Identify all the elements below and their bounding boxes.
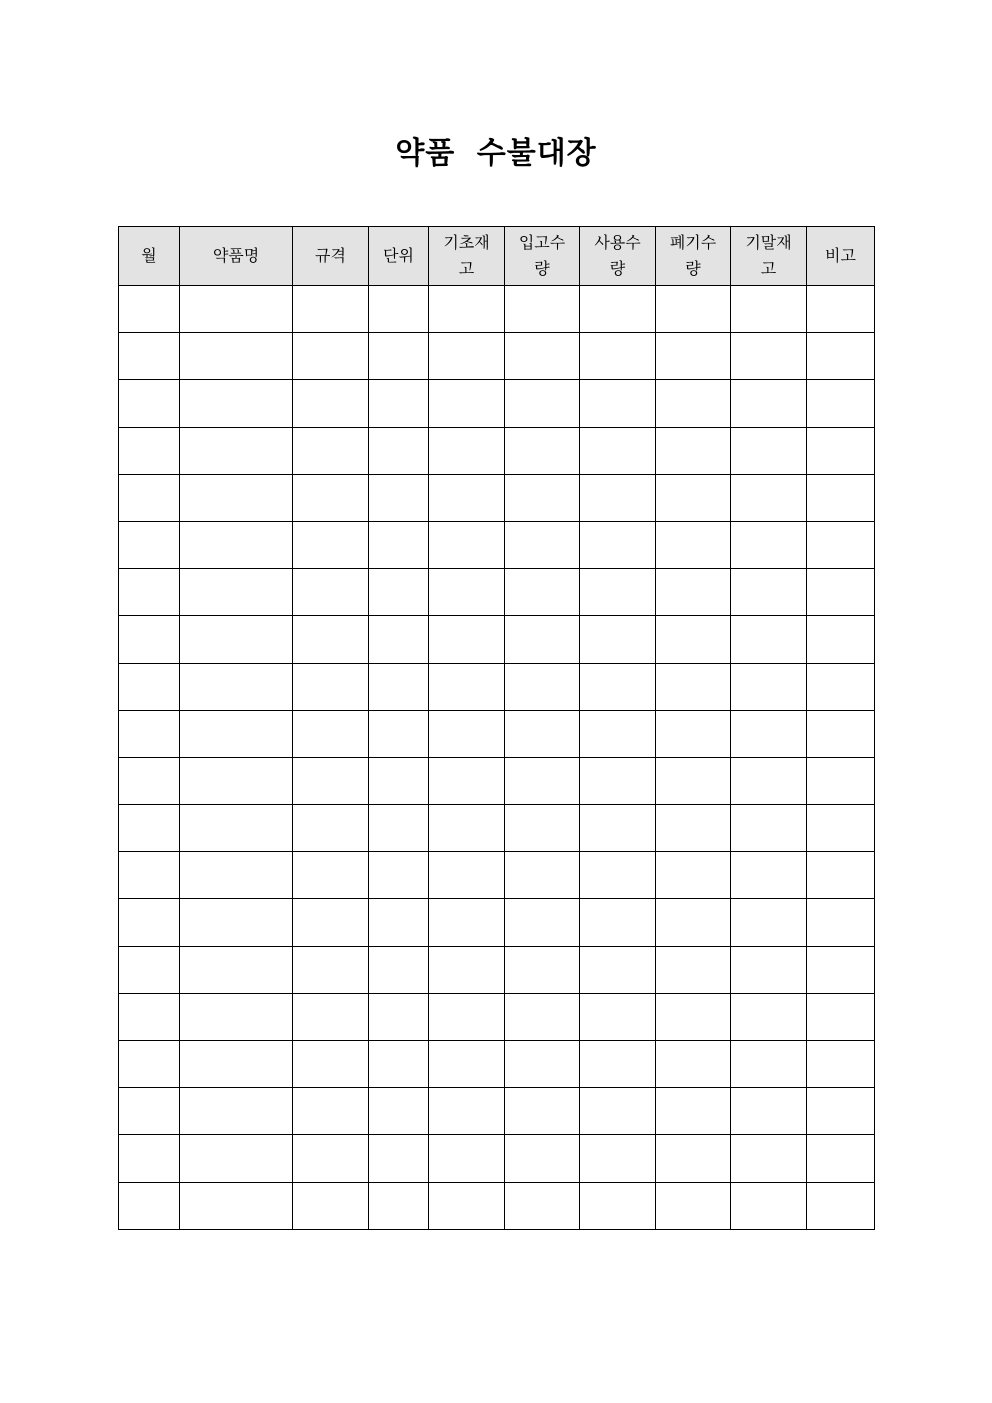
table-cell[interactable] bbox=[293, 710, 369, 757]
table-cell[interactable] bbox=[656, 1041, 731, 1088]
table-cell[interactable] bbox=[429, 1088, 505, 1135]
table-row bbox=[119, 427, 875, 474]
table-cell[interactable] bbox=[505, 663, 580, 710]
table-cell[interactable] bbox=[429, 757, 505, 804]
table-cell[interactable] bbox=[731, 663, 807, 710]
table-row bbox=[119, 993, 875, 1040]
table-cell[interactable] bbox=[369, 521, 429, 568]
table-cell[interactable] bbox=[369, 757, 429, 804]
table-cell[interactable] bbox=[505, 946, 580, 993]
header-cell-opening-stock: 기초재고 bbox=[429, 227, 505, 286]
table-cell[interactable] bbox=[119, 1088, 180, 1135]
table-cell[interactable] bbox=[429, 852, 505, 899]
table-cell[interactable] bbox=[119, 474, 180, 521]
table-cell[interactable] bbox=[293, 757, 369, 804]
table-cell[interactable] bbox=[429, 1182, 505, 1229]
table-cell[interactable] bbox=[429, 521, 505, 568]
table-cell[interactable] bbox=[369, 1182, 429, 1229]
ledger-body bbox=[119, 286, 875, 1230]
table-cell[interactable] bbox=[731, 757, 807, 804]
table-cell[interactable] bbox=[807, 757, 875, 804]
table-cell[interactable] bbox=[656, 427, 731, 474]
table-cell[interactable] bbox=[369, 899, 429, 946]
table-cell[interactable] bbox=[580, 474, 656, 521]
table-cell[interactable] bbox=[293, 333, 369, 380]
table-cell[interactable] bbox=[369, 805, 429, 852]
ledger-table bbox=[118, 226, 875, 1230]
table-cell[interactable] bbox=[369, 380, 429, 427]
table-row bbox=[119, 663, 875, 710]
table-cell[interactable] bbox=[505, 427, 580, 474]
table-row bbox=[119, 1182, 875, 1229]
table-cell[interactable] bbox=[293, 993, 369, 1040]
table-cell[interactable] bbox=[180, 380, 293, 427]
table-cell[interactable] bbox=[731, 710, 807, 757]
table-cell[interactable] bbox=[293, 899, 369, 946]
table-cell[interactable] bbox=[119, 663, 180, 710]
table-cell[interactable] bbox=[293, 805, 369, 852]
table-cell[interactable] bbox=[429, 946, 505, 993]
table-cell[interactable] bbox=[293, 1041, 369, 1088]
table-row bbox=[119, 380, 875, 427]
table-cell[interactable] bbox=[580, 946, 656, 993]
table-cell[interactable] bbox=[180, 663, 293, 710]
table-row bbox=[119, 757, 875, 804]
table-cell[interactable] bbox=[369, 286, 429, 333]
table-cell[interactable] bbox=[293, 427, 369, 474]
table-cell[interactable] bbox=[369, 616, 429, 663]
table-cell[interactable] bbox=[429, 427, 505, 474]
table-cell[interactable] bbox=[656, 757, 731, 804]
table-cell[interactable] bbox=[505, 286, 580, 333]
table-cell[interactable] bbox=[505, 569, 580, 616]
table-cell[interactable] bbox=[807, 1088, 875, 1135]
table-cell[interactable] bbox=[180, 1088, 293, 1135]
table-cell[interactable] bbox=[119, 1041, 180, 1088]
table-cell[interactable] bbox=[369, 663, 429, 710]
table-cell[interactable] bbox=[505, 380, 580, 427]
table-cell[interactable] bbox=[656, 1182, 731, 1229]
table-cell[interactable] bbox=[429, 1041, 505, 1088]
table-cell[interactable] bbox=[293, 286, 369, 333]
table-cell[interactable] bbox=[505, 805, 580, 852]
table-cell[interactable] bbox=[429, 899, 505, 946]
table-cell[interactable] bbox=[505, 1182, 580, 1229]
table-cell[interactable] bbox=[180, 1182, 293, 1229]
table-cell[interactable] bbox=[731, 521, 807, 568]
table-cell[interactable] bbox=[656, 663, 731, 710]
table-cell[interactable] bbox=[580, 710, 656, 757]
table-cell[interactable] bbox=[731, 1041, 807, 1088]
table-cell[interactable] bbox=[656, 946, 731, 993]
table-cell[interactable] bbox=[505, 521, 580, 568]
table-cell[interactable] bbox=[293, 663, 369, 710]
table-cell[interactable] bbox=[180, 899, 293, 946]
table-cell[interactable] bbox=[293, 521, 369, 568]
table-cell[interactable] bbox=[807, 616, 875, 663]
table-cell[interactable] bbox=[656, 993, 731, 1040]
table-cell[interactable] bbox=[656, 521, 731, 568]
header-cell-remarks: 비고 bbox=[807, 227, 875, 286]
table-cell[interactable] bbox=[807, 333, 875, 380]
page-title: 약품 수불대장 bbox=[395, 136, 597, 171]
table-cell[interactable] bbox=[293, 1135, 369, 1182]
header-cell-drug-name: 약품명 bbox=[180, 227, 293, 286]
table-cell[interactable] bbox=[731, 1135, 807, 1182]
table-cell[interactable] bbox=[180, 710, 293, 757]
table-row bbox=[119, 616, 875, 663]
header-cell-unit: 단위 bbox=[369, 227, 429, 286]
table-cell[interactable] bbox=[656, 333, 731, 380]
table-row bbox=[119, 805, 875, 852]
table-cell[interactable] bbox=[656, 852, 731, 899]
table-cell[interactable] bbox=[119, 805, 180, 852]
table-cell[interactable] bbox=[807, 899, 875, 946]
table-cell[interactable] bbox=[119, 1182, 180, 1229]
table-cell[interactable] bbox=[656, 380, 731, 427]
table-row bbox=[119, 1041, 875, 1088]
table-cell[interactable] bbox=[180, 805, 293, 852]
table-cell[interactable] bbox=[180, 333, 293, 380]
table-cell[interactable] bbox=[731, 333, 807, 380]
table-cell[interactable] bbox=[807, 1135, 875, 1182]
table-cell[interactable] bbox=[580, 427, 656, 474]
table-cell[interactable] bbox=[580, 805, 656, 852]
table-cell[interactable] bbox=[580, 569, 656, 616]
table-cell[interactable] bbox=[807, 521, 875, 568]
table-cell[interactable] bbox=[580, 852, 656, 899]
header-cell-month: 월 bbox=[119, 227, 180, 286]
table-cell[interactable] bbox=[119, 1135, 180, 1182]
table-cell[interactable] bbox=[807, 710, 875, 757]
table-cell[interactable] bbox=[119, 946, 180, 993]
table-cell[interactable] bbox=[180, 286, 293, 333]
header-cell-closing-stock: 기말재고 bbox=[731, 227, 807, 286]
table-cell[interactable] bbox=[731, 805, 807, 852]
table-cell[interactable] bbox=[731, 286, 807, 333]
table-cell[interactable] bbox=[731, 616, 807, 663]
table-cell[interactable] bbox=[293, 474, 369, 521]
table-cell[interactable] bbox=[119, 380, 180, 427]
table-cell[interactable] bbox=[429, 710, 505, 757]
header-cell-spec: 규격 bbox=[293, 227, 369, 286]
table-cell[interactable] bbox=[807, 569, 875, 616]
table-cell[interactable] bbox=[505, 899, 580, 946]
table-cell[interactable] bbox=[505, 710, 580, 757]
table-cell[interactable] bbox=[656, 1135, 731, 1182]
table-cell[interactable] bbox=[505, 1088, 580, 1135]
table-cell[interactable] bbox=[731, 852, 807, 899]
table-cell[interactable] bbox=[180, 757, 293, 804]
table-cell[interactable] bbox=[656, 616, 731, 663]
table-cell[interactable] bbox=[580, 616, 656, 663]
table-cell[interactable] bbox=[119, 616, 180, 663]
table-cell[interactable] bbox=[731, 380, 807, 427]
table-cell[interactable] bbox=[505, 993, 580, 1040]
table-cell[interactable] bbox=[369, 1088, 429, 1135]
table-cell[interactable] bbox=[429, 1135, 505, 1182]
header-row bbox=[119, 227, 875, 286]
table-cell[interactable] bbox=[580, 333, 656, 380]
table-cell[interactable] bbox=[293, 1182, 369, 1229]
table-cell[interactable] bbox=[369, 569, 429, 616]
table-cell[interactable] bbox=[119, 333, 180, 380]
table-cell[interactable] bbox=[580, 1182, 656, 1229]
table-cell[interactable] bbox=[369, 1041, 429, 1088]
table-cell[interactable] bbox=[429, 569, 505, 616]
table-row bbox=[119, 1088, 875, 1135]
table-cell[interactable] bbox=[429, 663, 505, 710]
table-cell[interactable] bbox=[180, 427, 293, 474]
table-cell[interactable] bbox=[369, 852, 429, 899]
table-cell[interactable] bbox=[180, 521, 293, 568]
table-cell[interactable] bbox=[656, 286, 731, 333]
table-cell[interactable] bbox=[807, 1182, 875, 1229]
table-row bbox=[119, 286, 875, 333]
table-cell[interactable] bbox=[119, 569, 180, 616]
table-cell[interactable] bbox=[119, 521, 180, 568]
header-cell-disposed-qty: 폐기수량 bbox=[656, 227, 731, 286]
table-cell[interactable] bbox=[580, 521, 656, 568]
table-cell[interactable] bbox=[369, 710, 429, 757]
header-cell-used-qty: 사용수량 bbox=[580, 227, 656, 286]
table-cell[interactable] bbox=[180, 474, 293, 521]
table-cell[interactable] bbox=[731, 1088, 807, 1135]
table-cell[interactable] bbox=[119, 427, 180, 474]
table-cell[interactable] bbox=[293, 1088, 369, 1135]
table-cell[interactable] bbox=[293, 946, 369, 993]
table-cell[interactable] bbox=[293, 380, 369, 427]
table-cell[interactable] bbox=[119, 710, 180, 757]
table-cell[interactable] bbox=[731, 569, 807, 616]
table-row bbox=[119, 333, 875, 380]
table-cell[interactable] bbox=[180, 1135, 293, 1182]
table-cell[interactable] bbox=[119, 899, 180, 946]
table-cell[interactable] bbox=[731, 899, 807, 946]
table-cell[interactable] bbox=[429, 993, 505, 1040]
table-cell[interactable] bbox=[180, 993, 293, 1040]
table-cell[interactable] bbox=[369, 946, 429, 993]
table-cell[interactable] bbox=[580, 380, 656, 427]
table-row bbox=[119, 1135, 875, 1182]
table-cell[interactable] bbox=[505, 757, 580, 804]
table-cell[interactable] bbox=[429, 805, 505, 852]
header-cell-received-qty: 입고수량 bbox=[505, 227, 580, 286]
table-cell[interactable] bbox=[119, 852, 180, 899]
table-cell[interactable] bbox=[731, 474, 807, 521]
table-cell[interactable] bbox=[580, 993, 656, 1040]
table-cell[interactable] bbox=[293, 852, 369, 899]
table-cell[interactable] bbox=[369, 993, 429, 1040]
table-cell[interactable] bbox=[505, 1041, 580, 1088]
table-cell[interactable] bbox=[180, 569, 293, 616]
table-cell[interactable] bbox=[119, 286, 180, 333]
table-cell[interactable] bbox=[180, 616, 293, 663]
table-cell[interactable] bbox=[180, 1041, 293, 1088]
table-cell[interactable] bbox=[807, 852, 875, 899]
table-cell[interactable] bbox=[505, 333, 580, 380]
table-cell[interactable] bbox=[580, 1135, 656, 1182]
table-cell[interactable] bbox=[580, 757, 656, 804]
table-cell[interactable] bbox=[580, 1088, 656, 1135]
table-row bbox=[119, 710, 875, 757]
table-cell[interactable] bbox=[180, 946, 293, 993]
table-cell[interactable] bbox=[505, 474, 580, 521]
table-cell[interactable] bbox=[656, 474, 731, 521]
table-cell[interactable] bbox=[429, 474, 505, 521]
table-cell[interactable] bbox=[505, 852, 580, 899]
table-cell[interactable] bbox=[656, 899, 731, 946]
table-cell[interactable] bbox=[656, 569, 731, 616]
table-cell[interactable] bbox=[119, 757, 180, 804]
table-row bbox=[119, 899, 875, 946]
table-cell[interactable] bbox=[369, 474, 429, 521]
table-cell[interactable] bbox=[119, 993, 180, 1040]
table-cell[interactable] bbox=[580, 663, 656, 710]
table-cell[interactable] bbox=[429, 333, 505, 380]
table-cell[interactable] bbox=[505, 1135, 580, 1182]
table-row bbox=[119, 521, 875, 568]
table-cell[interactable] bbox=[656, 805, 731, 852]
table-cell[interactable] bbox=[731, 427, 807, 474]
table-cell[interactable] bbox=[807, 1041, 875, 1088]
table-cell[interactable] bbox=[807, 993, 875, 1040]
table-cell[interactable] bbox=[580, 899, 656, 946]
table-cell[interactable] bbox=[731, 946, 807, 993]
table-cell[interactable] bbox=[369, 427, 429, 474]
table-cell[interactable] bbox=[807, 946, 875, 993]
table-cell[interactable] bbox=[656, 1088, 731, 1135]
table-cell[interactable] bbox=[505, 616, 580, 663]
table-cell[interactable] bbox=[580, 286, 656, 333]
table-cell[interactable] bbox=[731, 993, 807, 1040]
table-cell[interactable] bbox=[369, 1135, 429, 1182]
table-cell[interactable] bbox=[293, 569, 369, 616]
table-cell[interactable] bbox=[580, 1041, 656, 1088]
table-cell[interactable] bbox=[807, 380, 875, 427]
table-cell[interactable] bbox=[807, 663, 875, 710]
table-cell[interactable] bbox=[429, 380, 505, 427]
table-cell[interactable] bbox=[369, 333, 429, 380]
table-cell[interactable] bbox=[429, 286, 505, 333]
table-cell[interactable] bbox=[731, 1182, 807, 1229]
table-row bbox=[119, 946, 875, 993]
table-row bbox=[119, 474, 875, 521]
table-cell[interactable] bbox=[807, 286, 875, 333]
table-row bbox=[119, 569, 875, 616]
table-cell[interactable] bbox=[180, 852, 293, 899]
table-cell[interactable] bbox=[807, 805, 875, 852]
table-cell[interactable] bbox=[429, 616, 505, 663]
table-cell[interactable] bbox=[807, 427, 875, 474]
table-cell[interactable] bbox=[807, 474, 875, 521]
table-row bbox=[119, 852, 875, 899]
table-cell[interactable] bbox=[656, 710, 731, 757]
table-cell[interactable] bbox=[293, 616, 369, 663]
